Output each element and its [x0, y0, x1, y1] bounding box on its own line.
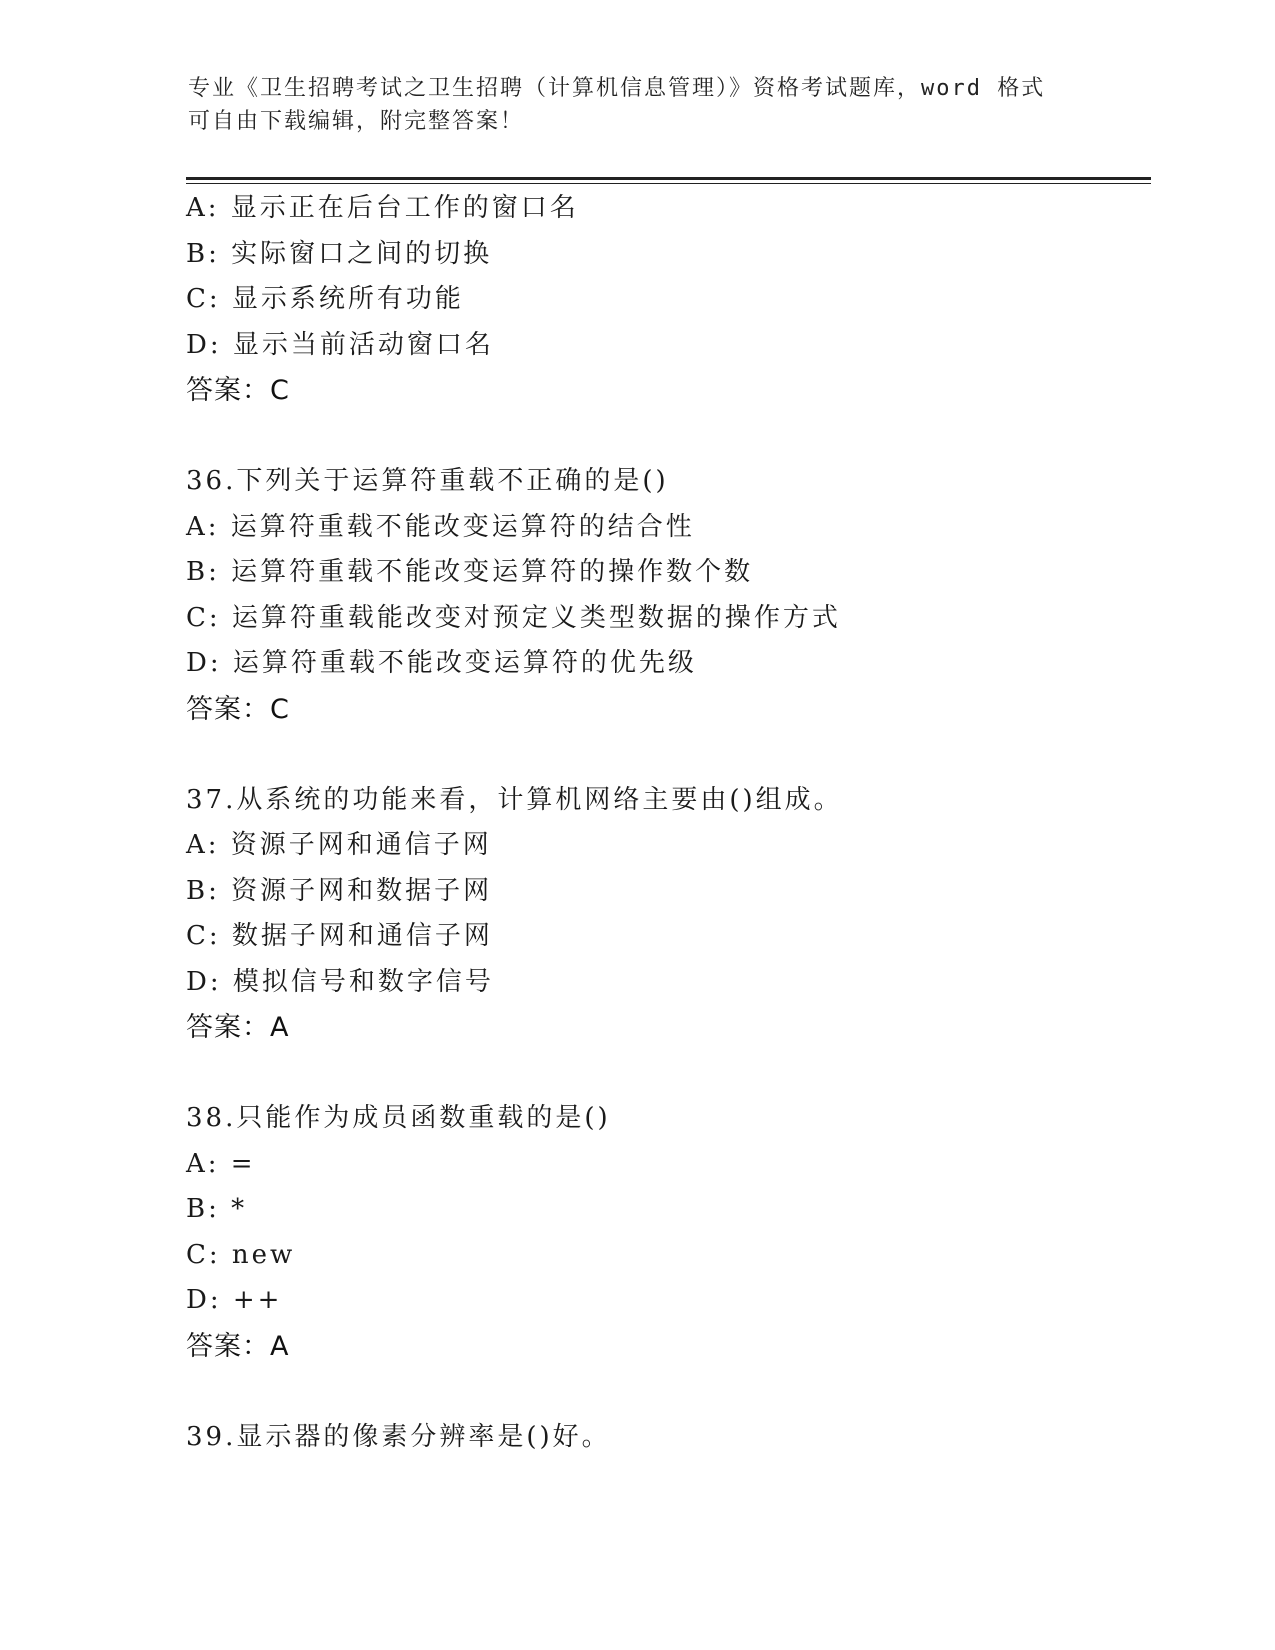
option-c: C: 显示系统所有功能	[186, 284, 464, 314]
option-a: A: =	[186, 1148, 256, 1179]
document-header	[188, 72, 1088, 138]
question-36	[186, 459, 1146, 732]
option-a: A: 资源子网和通信子网	[186, 830, 492, 860]
option-c: C: 数据子网和通信子网	[186, 921, 493, 951]
option-d: D: 显示当前活动窗口名	[186, 329, 494, 360]
option-a: A: 显示正在后台工作的窗口名	[186, 193, 579, 223]
spacer	[186, 732, 1146, 778]
option-c: C: new	[186, 1239, 296, 1270]
header-divider-thick	[186, 177, 1151, 180]
option-d: D: 运算符重载不能改变运算符的优先级	[186, 648, 697, 678]
question-37	[186, 778, 1146, 1051]
option-b: B: 运算符重载不能改变运算符的操作数个数	[186, 557, 754, 587]
option-b: B: 实际窗口之间的切换	[186, 238, 493, 269]
spacer	[186, 1051, 1146, 1097]
answer: 答案：C	[186, 693, 290, 725]
spacer	[186, 414, 1146, 460]
header-title-line-2: 可自由下载编辑，附完整答案！	[188, 109, 525, 134]
question-text: 36.下列关于运算符重载不正确的是()	[186, 466, 669, 496]
option-b: B: *	[186, 1194, 248, 1224]
answer: 答案：C	[186, 375, 290, 406]
question-38	[186, 1096, 1146, 1369]
answer: 答案：A	[186, 1330, 290, 1362]
option-b: B: 资源子网和数据子网	[186, 875, 493, 906]
header-divider-thin	[186, 183, 1151, 184]
option-a: A: 运算符重载不能改变运算符的结合性	[186, 511, 695, 542]
question-list	[186, 186, 1146, 1460]
header-title-line-1: 专业《卫生招聘考试之卫生招聘（计算机信息管理）》资格考试题库，word 格式	[188, 76, 1046, 101]
option-d: D: 模拟信号和数字信号	[186, 966, 494, 997]
answer: 答案：A	[186, 1012, 290, 1043]
option-c: C: 运算符重载能改变对预定义类型数据的操作方式	[186, 602, 841, 633]
question-text: 37.从系统的功能来看，计算机网络主要由()组成。	[186, 784, 843, 815]
question-text: 38.只能作为成员函数重载的是()	[186, 1103, 611, 1133]
question-39	[186, 1415, 1146, 1461]
question-text: 39.显示器的像素分辨率是()好。	[186, 1421, 611, 1452]
question-35	[186, 186, 1146, 414]
option-d: D: ++	[186, 1285, 283, 1315]
spacer	[186, 1369, 1146, 1415]
